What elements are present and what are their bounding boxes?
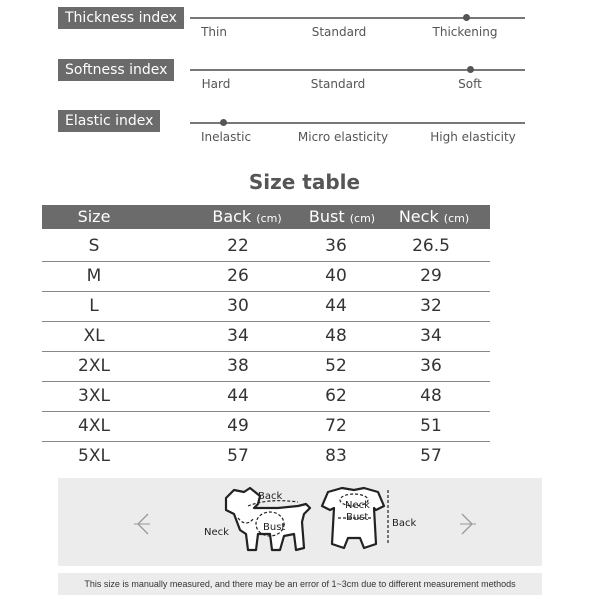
- index-track: [190, 69, 525, 71]
- chevron-right-icon[interactable]: [460, 514, 476, 534]
- cell-neck: 34: [420, 326, 442, 346]
- index-option: Inelastic: [200, 130, 252, 144]
- table-row: [42, 293, 490, 322]
- index-marker: [463, 14, 470, 21]
- cell-back: 44: [227, 386, 249, 406]
- header-size: Size: [77, 207, 111, 226]
- index-option: Standard: [311, 25, 367, 39]
- index-marker: [467, 66, 474, 73]
- cell-size: S: [88, 236, 100, 256]
- header-neck: Neck (cm): [398, 207, 470, 226]
- cell-bust: 62: [325, 386, 347, 406]
- cell-size: 3XL: [78, 386, 110, 406]
- cell-back: 34: [227, 326, 249, 346]
- index-track: [190, 122, 525, 124]
- cell-back: 38: [227, 356, 249, 376]
- dog-neck-label: Neck: [204, 527, 229, 538]
- dog-bust-label: Bust: [263, 522, 286, 533]
- measure-guide: [58, 478, 542, 566]
- index-label: Softness index: [58, 59, 174, 81]
- index-track: [190, 17, 525, 19]
- table-row: [42, 263, 490, 292]
- header-bust: Bust (cm): [308, 207, 376, 226]
- cell-bust: 83: [325, 446, 347, 466]
- index-option: Thin: [201, 25, 227, 39]
- table-row: [42, 323, 490, 352]
- index-option: Standard: [310, 77, 366, 91]
- cell-bust: 52: [325, 356, 347, 376]
- index-option: Thickening: [432, 25, 498, 39]
- garment-neck-label: Neck: [345, 500, 370, 511]
- index-option: Hard: [201, 77, 231, 91]
- cell-bust: 40: [325, 266, 347, 286]
- table-row: [42, 383, 490, 412]
- cell-neck: 26.5: [412, 236, 450, 256]
- garment-back-label: Back: [392, 518, 417, 529]
- cell-size: M: [86, 266, 102, 286]
- index-label: Elastic index: [58, 110, 160, 132]
- cell-size: 5XL: [78, 446, 110, 466]
- garment-bust-label: Bust: [346, 512, 369, 523]
- cell-back: 49: [227, 416, 249, 436]
- measurement-note: This size is manually measured, and there may be an error of 1~3cm due to different measurement methods: [58, 573, 542, 595]
- header-back: Back (cm): [212, 207, 282, 226]
- cell-back: 22: [227, 236, 249, 256]
- size-table-title: Size table: [248, 170, 361, 194]
- cell-back: 57: [227, 446, 249, 466]
- size-table-header: [42, 205, 490, 229]
- cell-neck: 57: [420, 446, 442, 466]
- cell-bust: 36: [325, 236, 347, 256]
- dog-back-label: Back: [258, 491, 283, 502]
- chevron-left-icon[interactable]: [134, 514, 150, 534]
- table-row: [42, 233, 490, 262]
- cell-neck: 32: [420, 296, 442, 316]
- index-option: High elasticity: [430, 130, 516, 144]
- index-option: Micro elasticity: [297, 130, 389, 144]
- cell-size: L: [89, 296, 99, 316]
- cell-neck: 29: [420, 266, 442, 286]
- cell-size: 2XL: [78, 356, 110, 376]
- cell-back: 30: [227, 296, 249, 316]
- table-row: [42, 443, 490, 472]
- cell-neck: 36: [420, 356, 442, 376]
- index-option: Soft: [458, 77, 482, 91]
- cell-bust: 72: [325, 416, 347, 436]
- cell-back: 26: [227, 266, 249, 286]
- index-marker: [220, 119, 227, 126]
- cell-size: XL: [83, 326, 105, 346]
- table-row: [42, 413, 490, 442]
- cell-size: 4XL: [78, 416, 110, 436]
- cell-neck: 51: [420, 416, 442, 436]
- cell-bust: 44: [325, 296, 347, 316]
- index-label: Thickness index: [58, 7, 184, 29]
- table-row: [42, 353, 490, 382]
- cell-bust: 48: [325, 326, 347, 346]
- cell-neck: 48: [420, 386, 442, 406]
